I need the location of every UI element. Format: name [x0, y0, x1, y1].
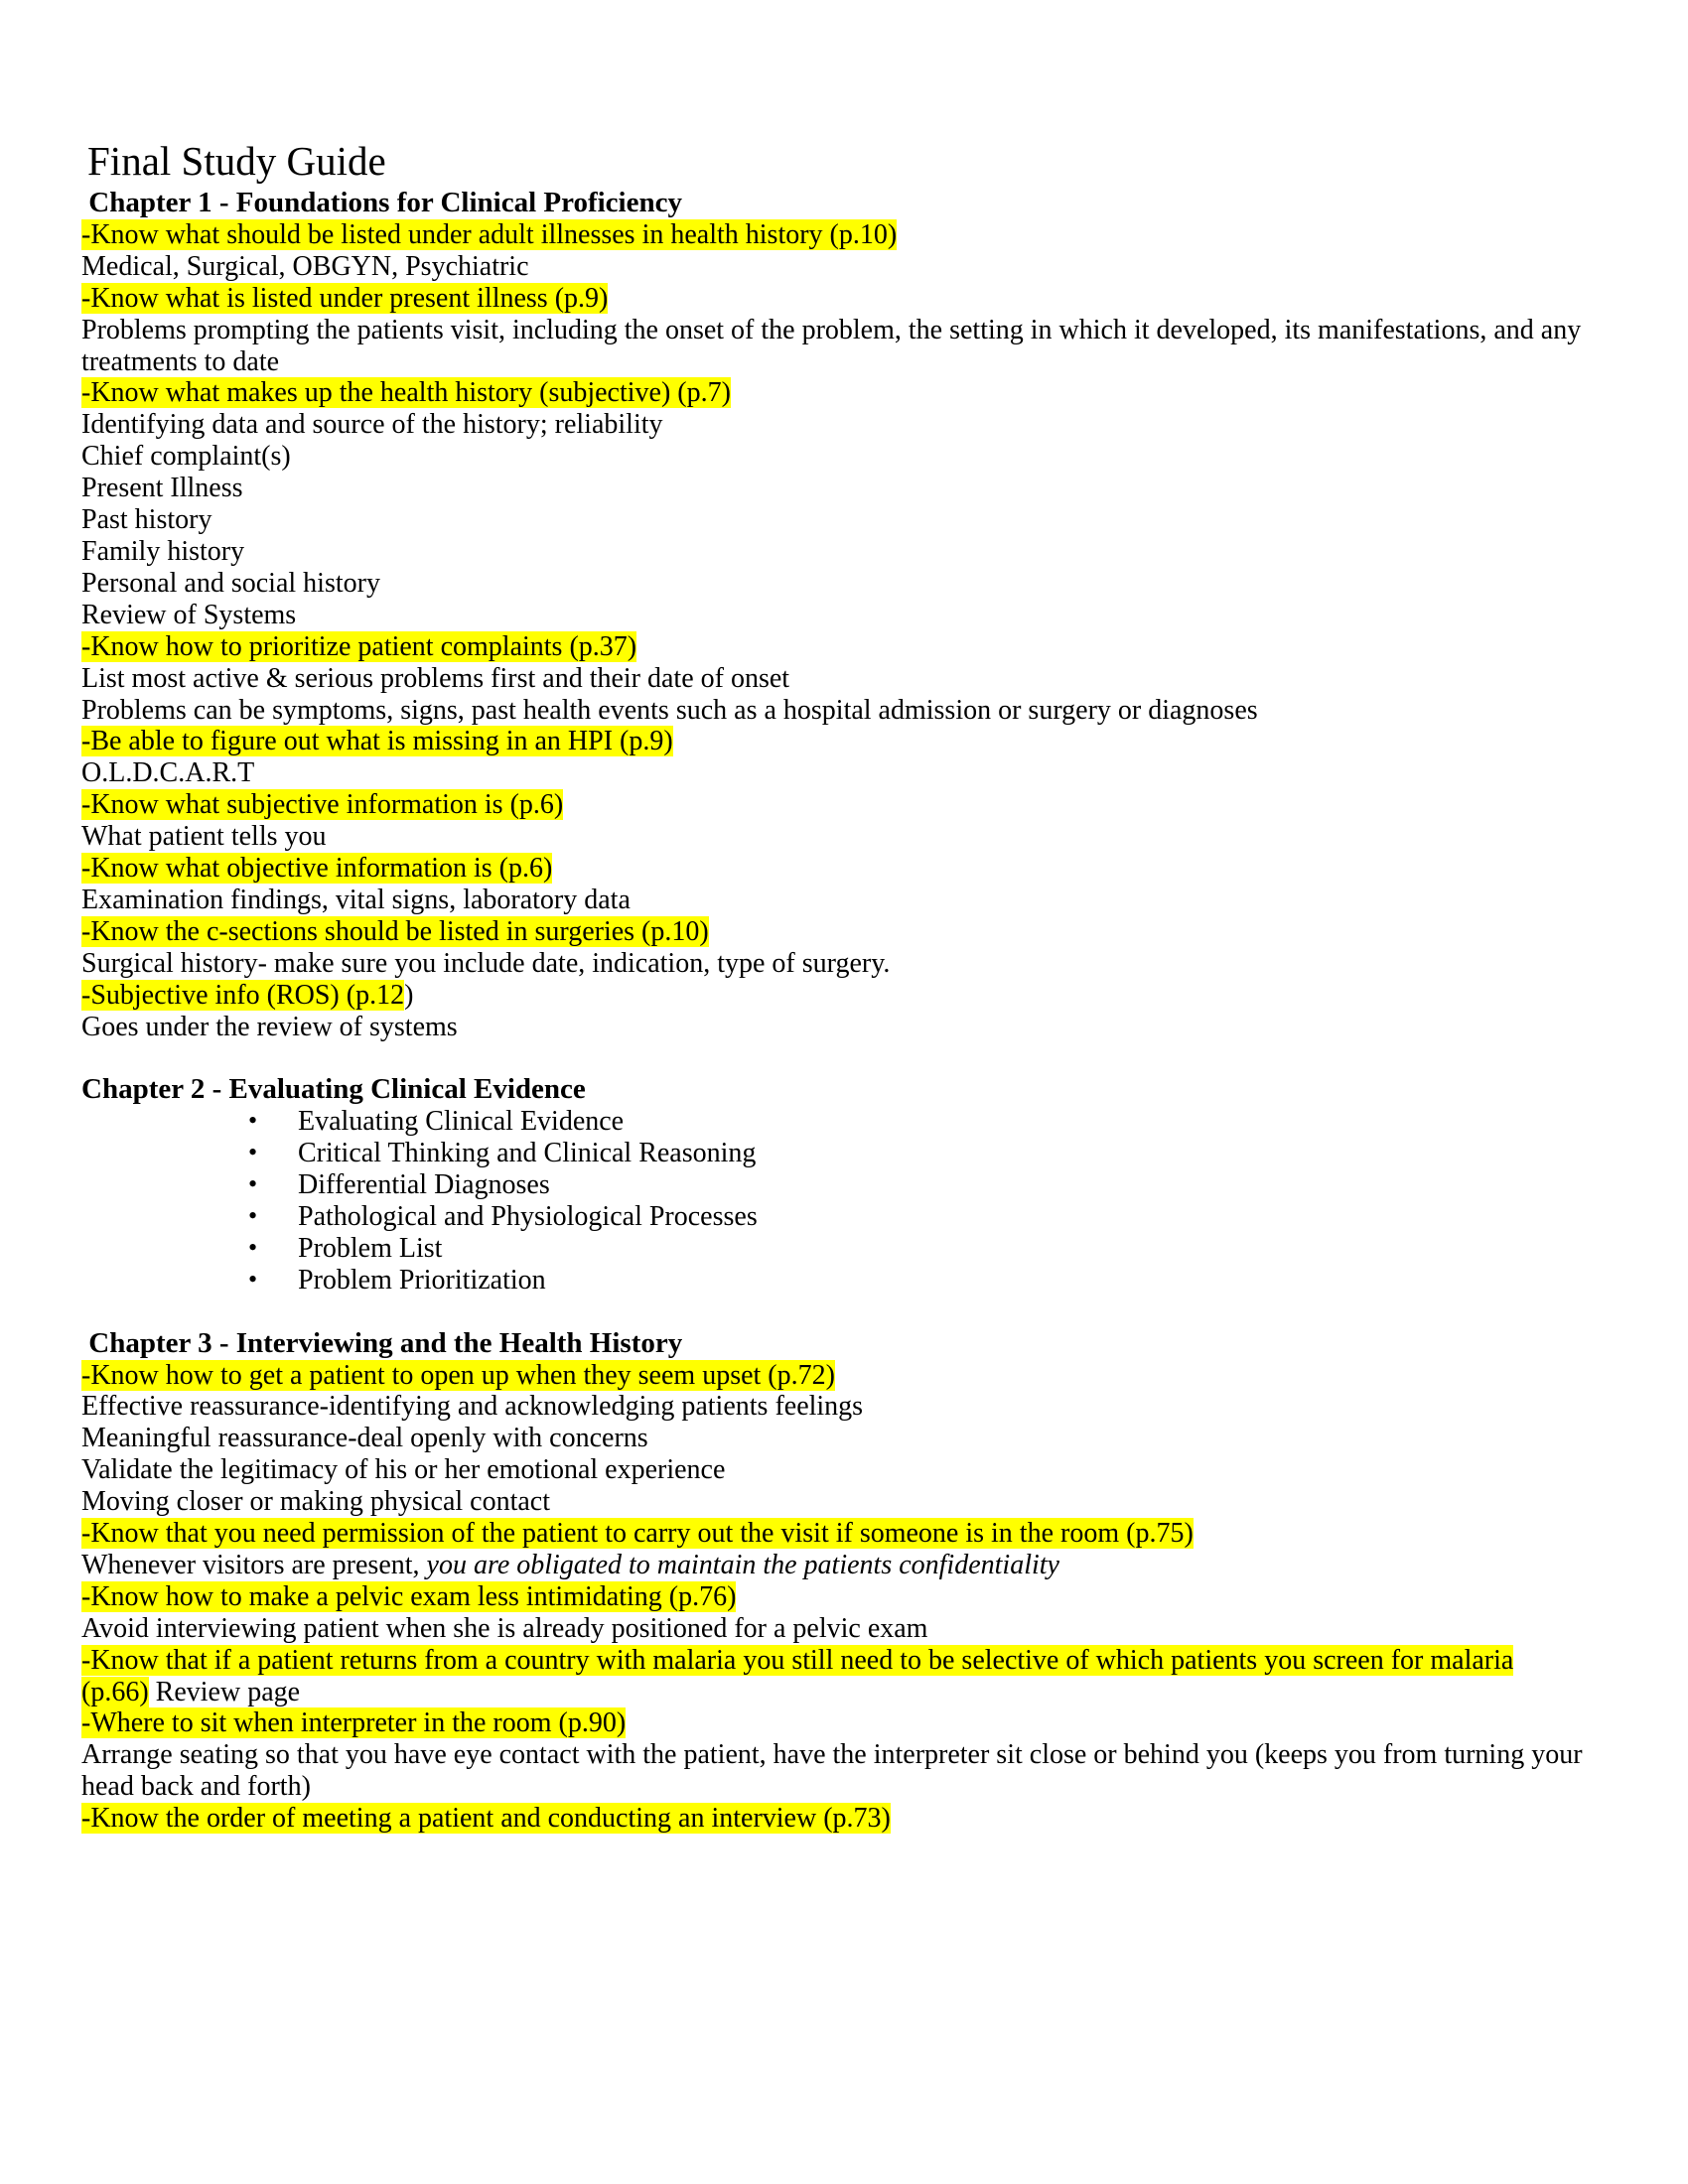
highlighted-text: -Know what is listed under present illness (p.9) — [81, 282, 609, 314]
text-line — [81, 1613, 1630, 1645]
text-line — [81, 853, 1630, 885]
text-line — [81, 948, 1630, 980]
bullet-item — [81, 1265, 1630, 1297]
text-segment: Goes under the review of systems — [81, 1011, 458, 1042]
text-segment: Validate the legitimacy of his or her emotional experience — [81, 1454, 726, 1486]
text-segment: Chapter 3 - Interviewing and the Health History — [81, 1326, 683, 1359]
text-line — [81, 1518, 1630, 1550]
text-segment: Examination findings, vital signs, laboratory data — [81, 884, 631, 915]
bullet-icon: • — [248, 1138, 258, 1167]
text-segment: ) — [404, 979, 414, 1011]
highlighted-text: -Know the order of meeting a patient and conducting an interview (p.73) — [81, 1803, 891, 1835]
blank-line — [81, 1297, 1630, 1328]
text-line — [81, 1771, 1630, 1803]
highlighted-text: -Be able to figure out what is missing in an HPI (p.9) — [81, 726, 673, 757]
text-line — [81, 283, 1630, 315]
bullet-icon: • — [248, 1106, 258, 1136]
highlighted-text: -Where to sit when interpreter in the room (p.90) — [81, 1707, 627, 1739]
bullet-item — [81, 1233, 1630, 1265]
text-segment: Differential Diagnoses — [298, 1169, 550, 1201]
text-line — [81, 1423, 1630, 1454]
text-segment: Effective reassurance-identifying and acknowledging patients feelings — [81, 1391, 864, 1423]
highlighted-text: -Know that you need permission of the patient to carry out the visit if someone is in the room (p.75) — [81, 1518, 1194, 1550]
blank-line — [81, 1042, 1630, 1074]
text-segment: treatments to date — [81, 345, 280, 377]
text-line — [81, 473, 1630, 504]
highlighted-text: -Know the c-sections should be listed in surgeries (p.10) — [81, 915, 709, 947]
text-line — [81, 1391, 1630, 1423]
text-segment: Problems can be symptoms, signs, past health events such as a hospital admission or surgery or diagnoses — [81, 694, 1258, 726]
bullet-icon: • — [248, 1232, 258, 1262]
text-segment: Past history — [81, 504, 212, 536]
text-segment: Meaningful reassurance-deal openly with concerns — [81, 1423, 648, 1454]
text-line — [81, 219, 1630, 251]
text-segment: Review of Systems — [81, 599, 297, 630]
chapter-heading — [81, 1328, 1630, 1360]
bullet-icon: • — [248, 1169, 258, 1199]
text-segment: Personal and social history — [81, 567, 380, 599]
text-line — [81, 631, 1630, 663]
text-line — [81, 980, 1630, 1012]
text-line — [81, 1707, 1630, 1739]
text-segment: Chapter 1 - Foundations for Clinical Proficiency — [81, 187, 682, 218]
text-line — [81, 315, 1630, 346]
text-segment: you are obligated to maintain the patients confidentiality — [426, 1549, 1059, 1580]
highlighted-text: -Know how to get a patient to open up when they seem upset (p.72) — [81, 1359, 835, 1391]
highlighted-text: (p.66) — [81, 1676, 149, 1707]
text-line — [81, 789, 1630, 821]
text-line — [81, 1581, 1630, 1613]
document-title: Final Study Guide — [87, 138, 386, 184]
text-line — [81, 1677, 1630, 1708]
text-segment: Evaluating Clinical Evidence — [298, 1106, 625, 1138]
highlighted-text: -Know how to make a pelvic exam less intimidating (p.76) — [81, 1580, 737, 1612]
document-content — [81, 135, 1630, 1835]
text-line — [81, 600, 1630, 631]
text-line — [81, 1739, 1630, 1771]
text-line — [81, 536, 1630, 568]
text-line — [81, 1360, 1630, 1392]
bullet-item — [81, 1138, 1630, 1169]
text-segment: Surgical history- make sure you include date, indication, type of surgery. — [81, 947, 891, 979]
text-segment: Family history — [81, 535, 245, 567]
text-segment: Problem List — [298, 1232, 443, 1264]
bullet-item — [81, 1169, 1630, 1201]
highlighted-text: -Know what makes up the health history (subjective) (p.7) — [81, 377, 731, 409]
bullet-item — [81, 1201, 1630, 1233]
bullet-item — [81, 1106, 1630, 1138]
text-line — [81, 757, 1630, 789]
text-line — [81, 1486, 1630, 1518]
text-line — [81, 504, 1630, 536]
text-line — [81, 916, 1630, 948]
text-segment: Review page — [148, 1676, 301, 1707]
bullet-icon: • — [248, 1264, 258, 1294]
highlighted-text: -Know what should be listed under adult illnesses in health history (p.10) — [81, 218, 898, 250]
text-segment: Chapter 2 - Evaluating Clinical Evidence — [81, 1073, 586, 1106]
text-line — [81, 885, 1630, 916]
text-line — [81, 1454, 1630, 1486]
highlighted-text: -Know what subjective information is (p.6) — [81, 789, 564, 821]
text-segment: Identifying data and source of the history; reliability — [81, 409, 663, 441]
text-line — [81, 568, 1630, 600]
text-line — [81, 1550, 1630, 1581]
text-line — [81, 1803, 1630, 1835]
text-line — [81, 409, 1630, 441]
text-line — [81, 1645, 1630, 1677]
text-line — [81, 663, 1630, 695]
text-line — [81, 346, 1630, 378]
text-line — [81, 1012, 1630, 1043]
text-segment: Present Illness — [81, 473, 243, 504]
highlighted-text: -Know that if a patient returns from a country with malaria you still need to be selective of which patients you screen for malaria — [81, 1644, 1514, 1676]
text-segment: List most active & serious problems first and their date of onset — [81, 662, 790, 694]
text-segment: Whenever visitors are present, — [81, 1549, 427, 1580]
text-segment: Critical Thinking and Clinical Reasoning — [298, 1138, 757, 1169]
document-body — [81, 188, 1630, 1835]
text-line — [81, 726, 1630, 757]
chapter-heading — [81, 188, 1630, 219]
text-segment: Medical, Surgical, OBGYN, Psychiatric — [81, 250, 529, 282]
text-segment: Avoid interviewing patient when she is already positioned for a pelvic exam — [81, 1612, 928, 1644]
text-line — [81, 251, 1630, 283]
text-line — [81, 821, 1630, 853]
text-segment: Problem Prioritization — [298, 1264, 546, 1296]
text-segment: O.L.D.C.A.R.T — [81, 757, 255, 789]
highlighted-text: -Know how to prioritize patient complaints (p.37) — [81, 630, 637, 662]
text-segment: head back and forth) — [81, 1771, 311, 1803]
bullet-icon: • — [248, 1200, 258, 1230]
highlighted-text: -Know what objective information is (p.6) — [81, 853, 553, 885]
text-segment: Pathological and Physiological Processes — [298, 1200, 758, 1232]
highlighted-text: -Subjective info (ROS) (p.12 — [81, 979, 405, 1011]
text-segment: Problems prompting the patients visit, including the onset of the problem, the setting in which it developed, its manifestations, and any — [81, 314, 1582, 345]
text-segment: Chief complaint(s) — [81, 441, 291, 473]
text-line — [81, 695, 1630, 727]
text-segment: Arrange seating so that you have eye contact with the patient, have the interpreter sit close or behind you (keeps you from turning your — [81, 1739, 1583, 1771]
text-segment: Moving closer or making physical contact — [81, 1486, 550, 1518]
text-line — [81, 441, 1630, 473]
text-line — [81, 377, 1630, 409]
chapter-heading — [81, 1074, 1630, 1106]
text-segment: What patient tells you — [81, 821, 327, 853]
